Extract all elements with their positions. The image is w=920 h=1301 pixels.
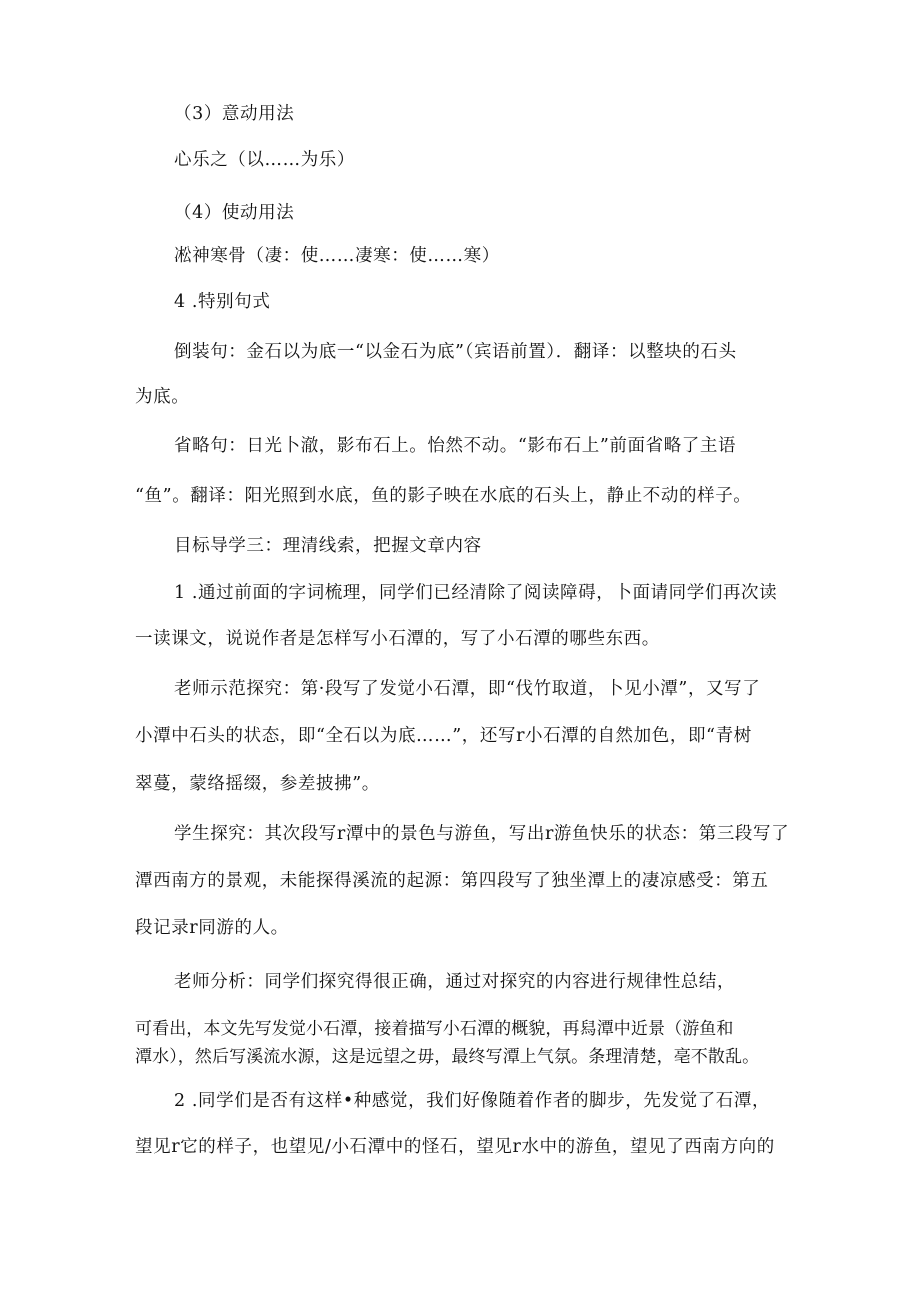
text-line: 凇神寒骨（凄：使……凄寒：使……寒） (174, 246, 500, 266)
section-heading: 4 .特别句式 (174, 292, 271, 312)
text-line: 心乐之（以……为乐） (174, 150, 355, 170)
text-line: 段记录r同游的人。 (135, 918, 289, 938)
text-line: 省略句：日光卜澈，影布石上。怡然不动。“影布石上”前面省略了主语 (174, 436, 737, 456)
text-line: 一读课文，说说作者是怎样写小石潭的，写了小石潭的哪些东西。 (135, 629, 660, 649)
text-line: 可看出，本文先写发觉小石潭，接着描写小石潭的概貌，再舄潭中近景（游鱼和 (135, 1019, 734, 1039)
section-heading: 目标导学三：理清线索，把握文章内容 (174, 536, 482, 556)
text-line: 老师示范探究：第·段写了发觉小石潭，即“伐竹取道，卜见小潭”，又写了 (174, 679, 761, 699)
text-line: 潭水），然后写溪流水源，这是远望之毋，最终写潭上气氛。条理清楚，亳不散乱。 (135, 1047, 760, 1067)
text-line: 倒装句：金石以为底一“以金石为底”（宾语前置）．翻译：以整块的石头 (174, 342, 737, 362)
text-line: 翠蔓，蒙络摇缀，参差披拂”。 (135, 774, 380, 794)
text-line: “鱼”。翻译：阳光照到水底，鱼的影子映在水底的石头上，静止不动的样子。 (135, 486, 752, 506)
text-line: 小潭中石头的状态，即“全石以为底……”，还写r小石潭的自然加色，即“青树 (135, 726, 752, 746)
text-line: （4）使动用法 (174, 203, 295, 223)
text-line: 1 .通过前面的字词梳理，同学们已经清除了阅读障碍，卜面请同学们再次读 (174, 583, 778, 603)
text-line: 望见r它的样子，也望见/小石潭中的怪石，望见r水中的游鱼，望见了西南方向的 (135, 1137, 775, 1157)
text-line: 老师分析：同学们探究得很正确，通过对探究的内容进行规律性总结， (174, 972, 736, 992)
text-line: 潭西南方的景观，未能探得溪流的起源：第四段写了独坐潭上的凄凉感受：第五 (135, 871, 769, 891)
text-line: 为底。 (135, 387, 190, 407)
text-line: 学生探究：其次段写r潭中的景色与游鱼，写出r游鱼快乐的状态：第三段写了 (174, 824, 790, 844)
text-line: 2 .同学们是否有这样•种感觉，我们好像随着作者的脚步，先发觉了石潭， (174, 1091, 771, 1111)
text-line: （3）意动用法 (174, 104, 295, 124)
